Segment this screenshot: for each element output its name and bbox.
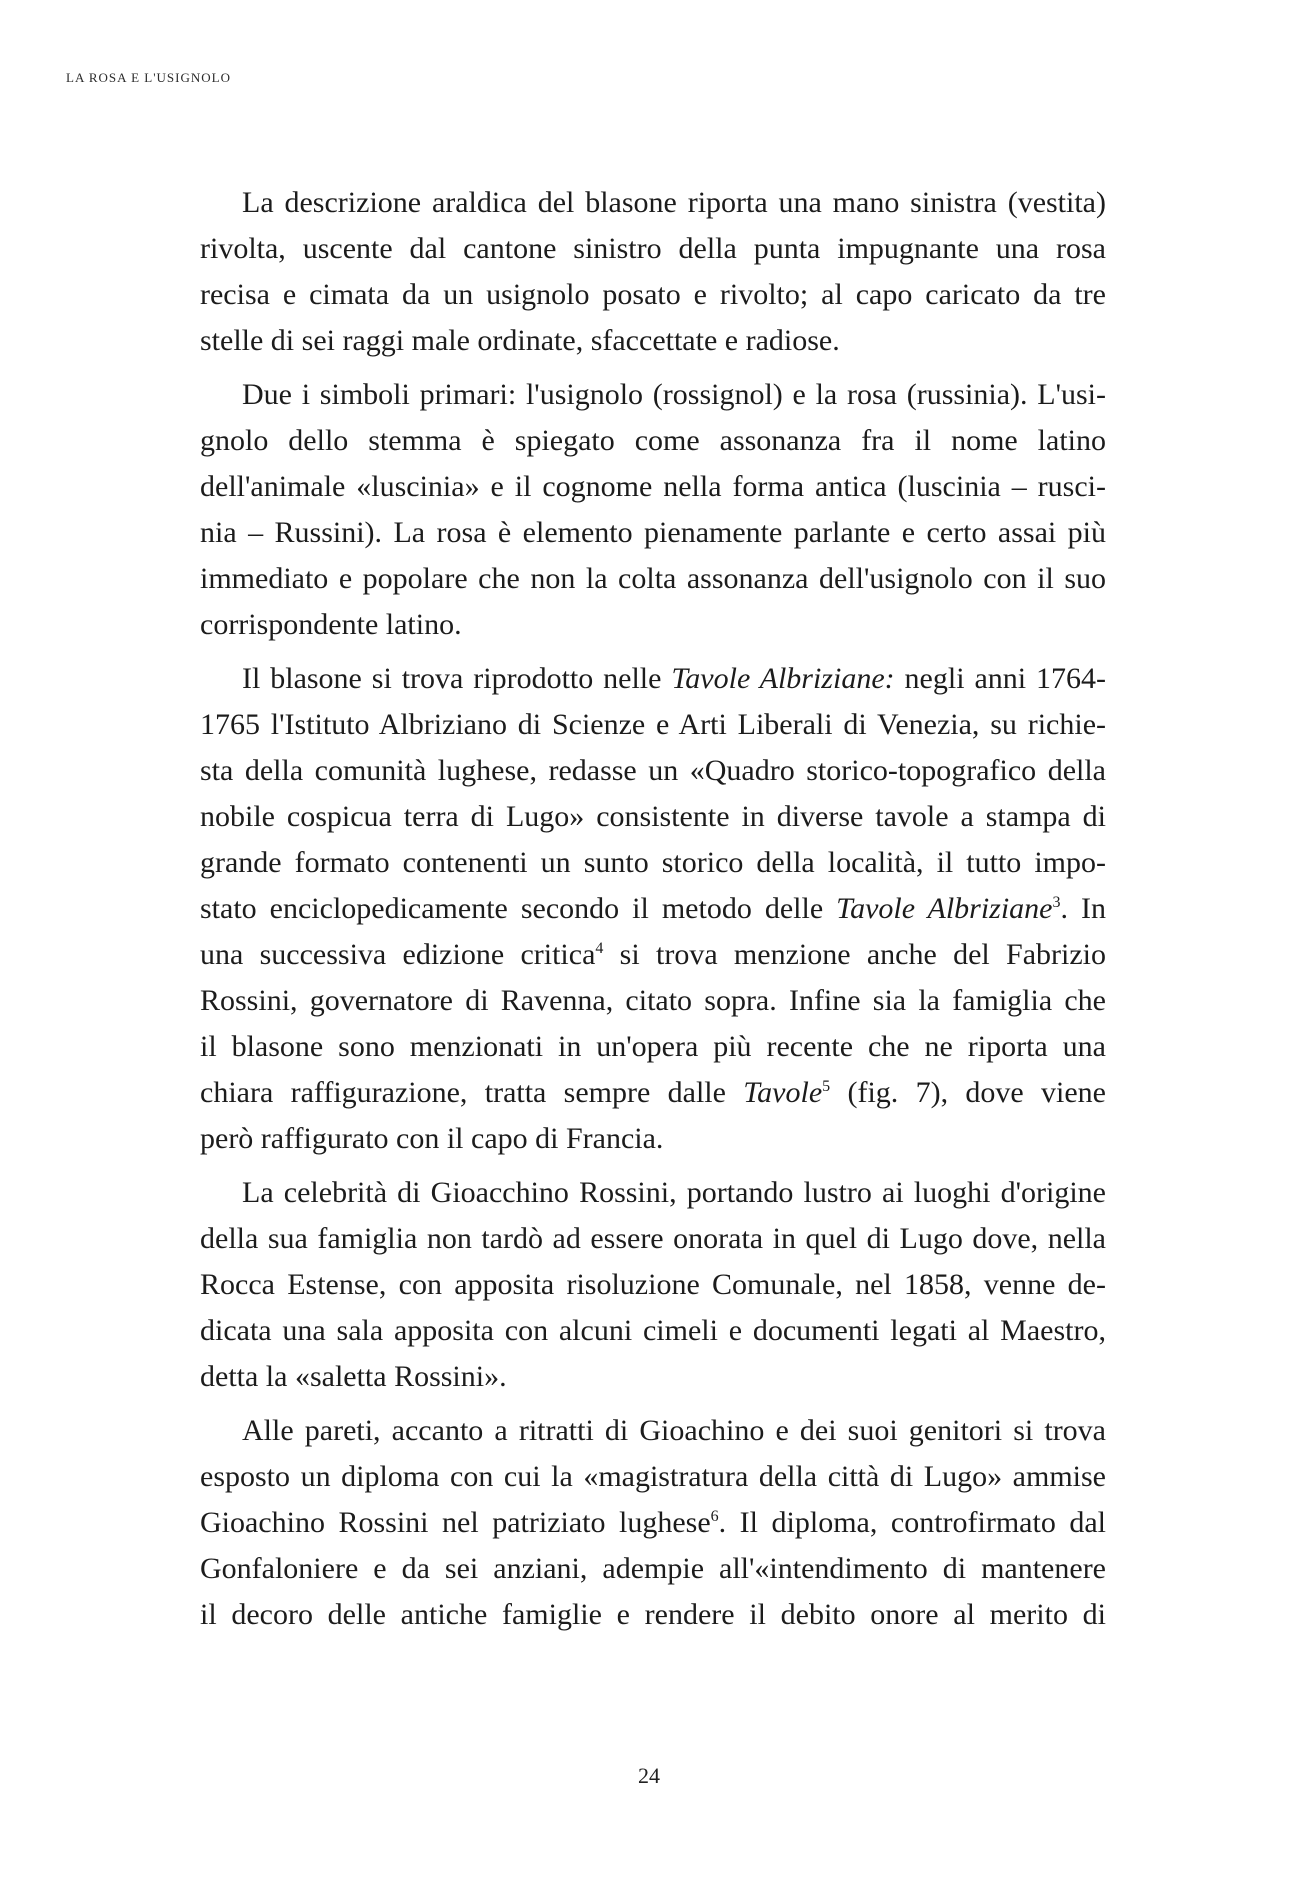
text-run: Il blasone si trova riprodotto nelle (242, 662, 672, 695)
paragraph-diploma (200, 1408, 1106, 1638)
text-line: nobile cospicua terra di Lugo» consistente in diverse tavole a stampa di (200, 800, 1106, 833)
text-run: . In (1060, 892, 1106, 925)
body-text (200, 180, 1106, 1646)
text-line: detta la «saletta Rossini». (200, 1360, 507, 1393)
text-line: sta della comunità lughese, redasse un «Quadro storico-topografico della (200, 754, 1106, 787)
text-line: 1765 l'Istituto Albriziano di Scienze e Arti Liberali di Venezia, su richie- (200, 708, 1106, 741)
paragraph-symbols (200, 372, 1106, 648)
italic-title: Tavole Albriziane: (671, 662, 895, 695)
text-line (200, 886, 1106, 932)
text-run: chiara raffigurazione, tratta sempre dalle (200, 1076, 744, 1109)
text-line: Due i simboli primari: l'usignolo (rossignol) e la rosa (russinia). L'usi- (242, 378, 1106, 411)
footnote-ref: 3 (1052, 894, 1061, 911)
text-line: recisa e cimata da un usignolo posato e rivolto; al capo caricato da tre (200, 278, 1106, 311)
text-line: grande formato contenenti un sunto storico della località, il tutto impo- (200, 846, 1106, 879)
paragraph-blazon-description (200, 180, 1106, 364)
footnote-ref: 5 (822, 1078, 831, 1095)
footnote-ref: 4 (595, 940, 604, 957)
text-run: . Il diploma, controfirmato dal (718, 1506, 1106, 1539)
text-line: il decoro delle antiche famiglie e rendere il debito onore al merito di (200, 1598, 1106, 1631)
text-run: (fig. 7), dove viene (830, 1076, 1106, 1109)
text-line (200, 656, 1106, 702)
footnote-ref: 6 (710, 1508, 719, 1525)
text-line: gnolo dello stemma è spiegato come assonanza fra il nome latino (200, 424, 1106, 457)
text-run: negli anni 1764- (894, 662, 1106, 695)
text-line: dicata una sala apposita con alcuni cimeli e documenti legati al Maestro, (200, 1314, 1106, 1347)
text-line: immediato e popolare che non la colta assonanza dell'usignolo con il suo (200, 562, 1106, 595)
text-run: una successiva edizione critica (200, 938, 596, 971)
text-line: Alle pareti, accanto a ritratti di Gioachino e dei suoi genitori si trova (242, 1414, 1106, 1447)
text-line (200, 1070, 1106, 1116)
paragraph-tavole-albriziane (200, 656, 1106, 1162)
text-line: Gonfaloniere e da sei anziani, adempie all'«intendimento di mantenere (200, 1552, 1106, 1585)
text-line: La celebrità di Gioacchino Rossini, portando lustro ai luoghi d'origine (242, 1176, 1106, 1209)
text-line: esposto un diploma con cui la «magistratura della città di Lugo» ammise (200, 1460, 1106, 1493)
text-line: Rossini, governatore di Ravenna, citato sopra. Infine sia la famiglia che (200, 984, 1106, 1017)
text-line: della sua famiglia non tardò ad essere onorata in quel di Lugo dove, nella (200, 1222, 1106, 1255)
text-line: dell'animale «luscinia» e il cognome nella forma antica (luscinia – rusci- (200, 470, 1106, 503)
text-line: il blasone sono menzionati in un'opera più recente che ne riporta una (200, 1030, 1106, 1063)
text-line (200, 932, 1106, 978)
paragraph-saletta-rossini (200, 1170, 1106, 1400)
text-line: corrispondente latino. (200, 608, 462, 641)
text-line: rivolta, uscente dal cantone sinistro della punta impugnante una rosa (200, 232, 1106, 265)
text-run: Gioachino Rossini nel patriziato lughese (200, 1506, 711, 1539)
text-run: stato enciclopedicamente secondo il metodo delle (200, 892, 837, 925)
page-number: 24 (638, 1763, 660, 1788)
text-line (200, 1500, 1106, 1546)
text-run: si trova menzione anche del Fabrizio (603, 938, 1107, 971)
italic-title: Tavole Albriziane (836, 892, 1053, 925)
text-line: stelle di sei raggi male ordinate, sfaccettate e radiose. (200, 324, 840, 357)
text-line: La descrizione araldica del blasone riporta una mano sinistra (vestita) (242, 186, 1106, 219)
text-line: però raffigurato con il capo di Francia. (200, 1122, 664, 1155)
text-line: nia – Russini). La rosa è elemento pienamente parlante e certo assai più (200, 516, 1106, 549)
running-head: LA ROSA E L'USIGNOLO (66, 70, 231, 85)
text-line: Rocca Estense, con apposita risoluzione Comunale, nel 1858, venne de- (200, 1268, 1106, 1301)
italic-title: Tavole (743, 1076, 823, 1109)
